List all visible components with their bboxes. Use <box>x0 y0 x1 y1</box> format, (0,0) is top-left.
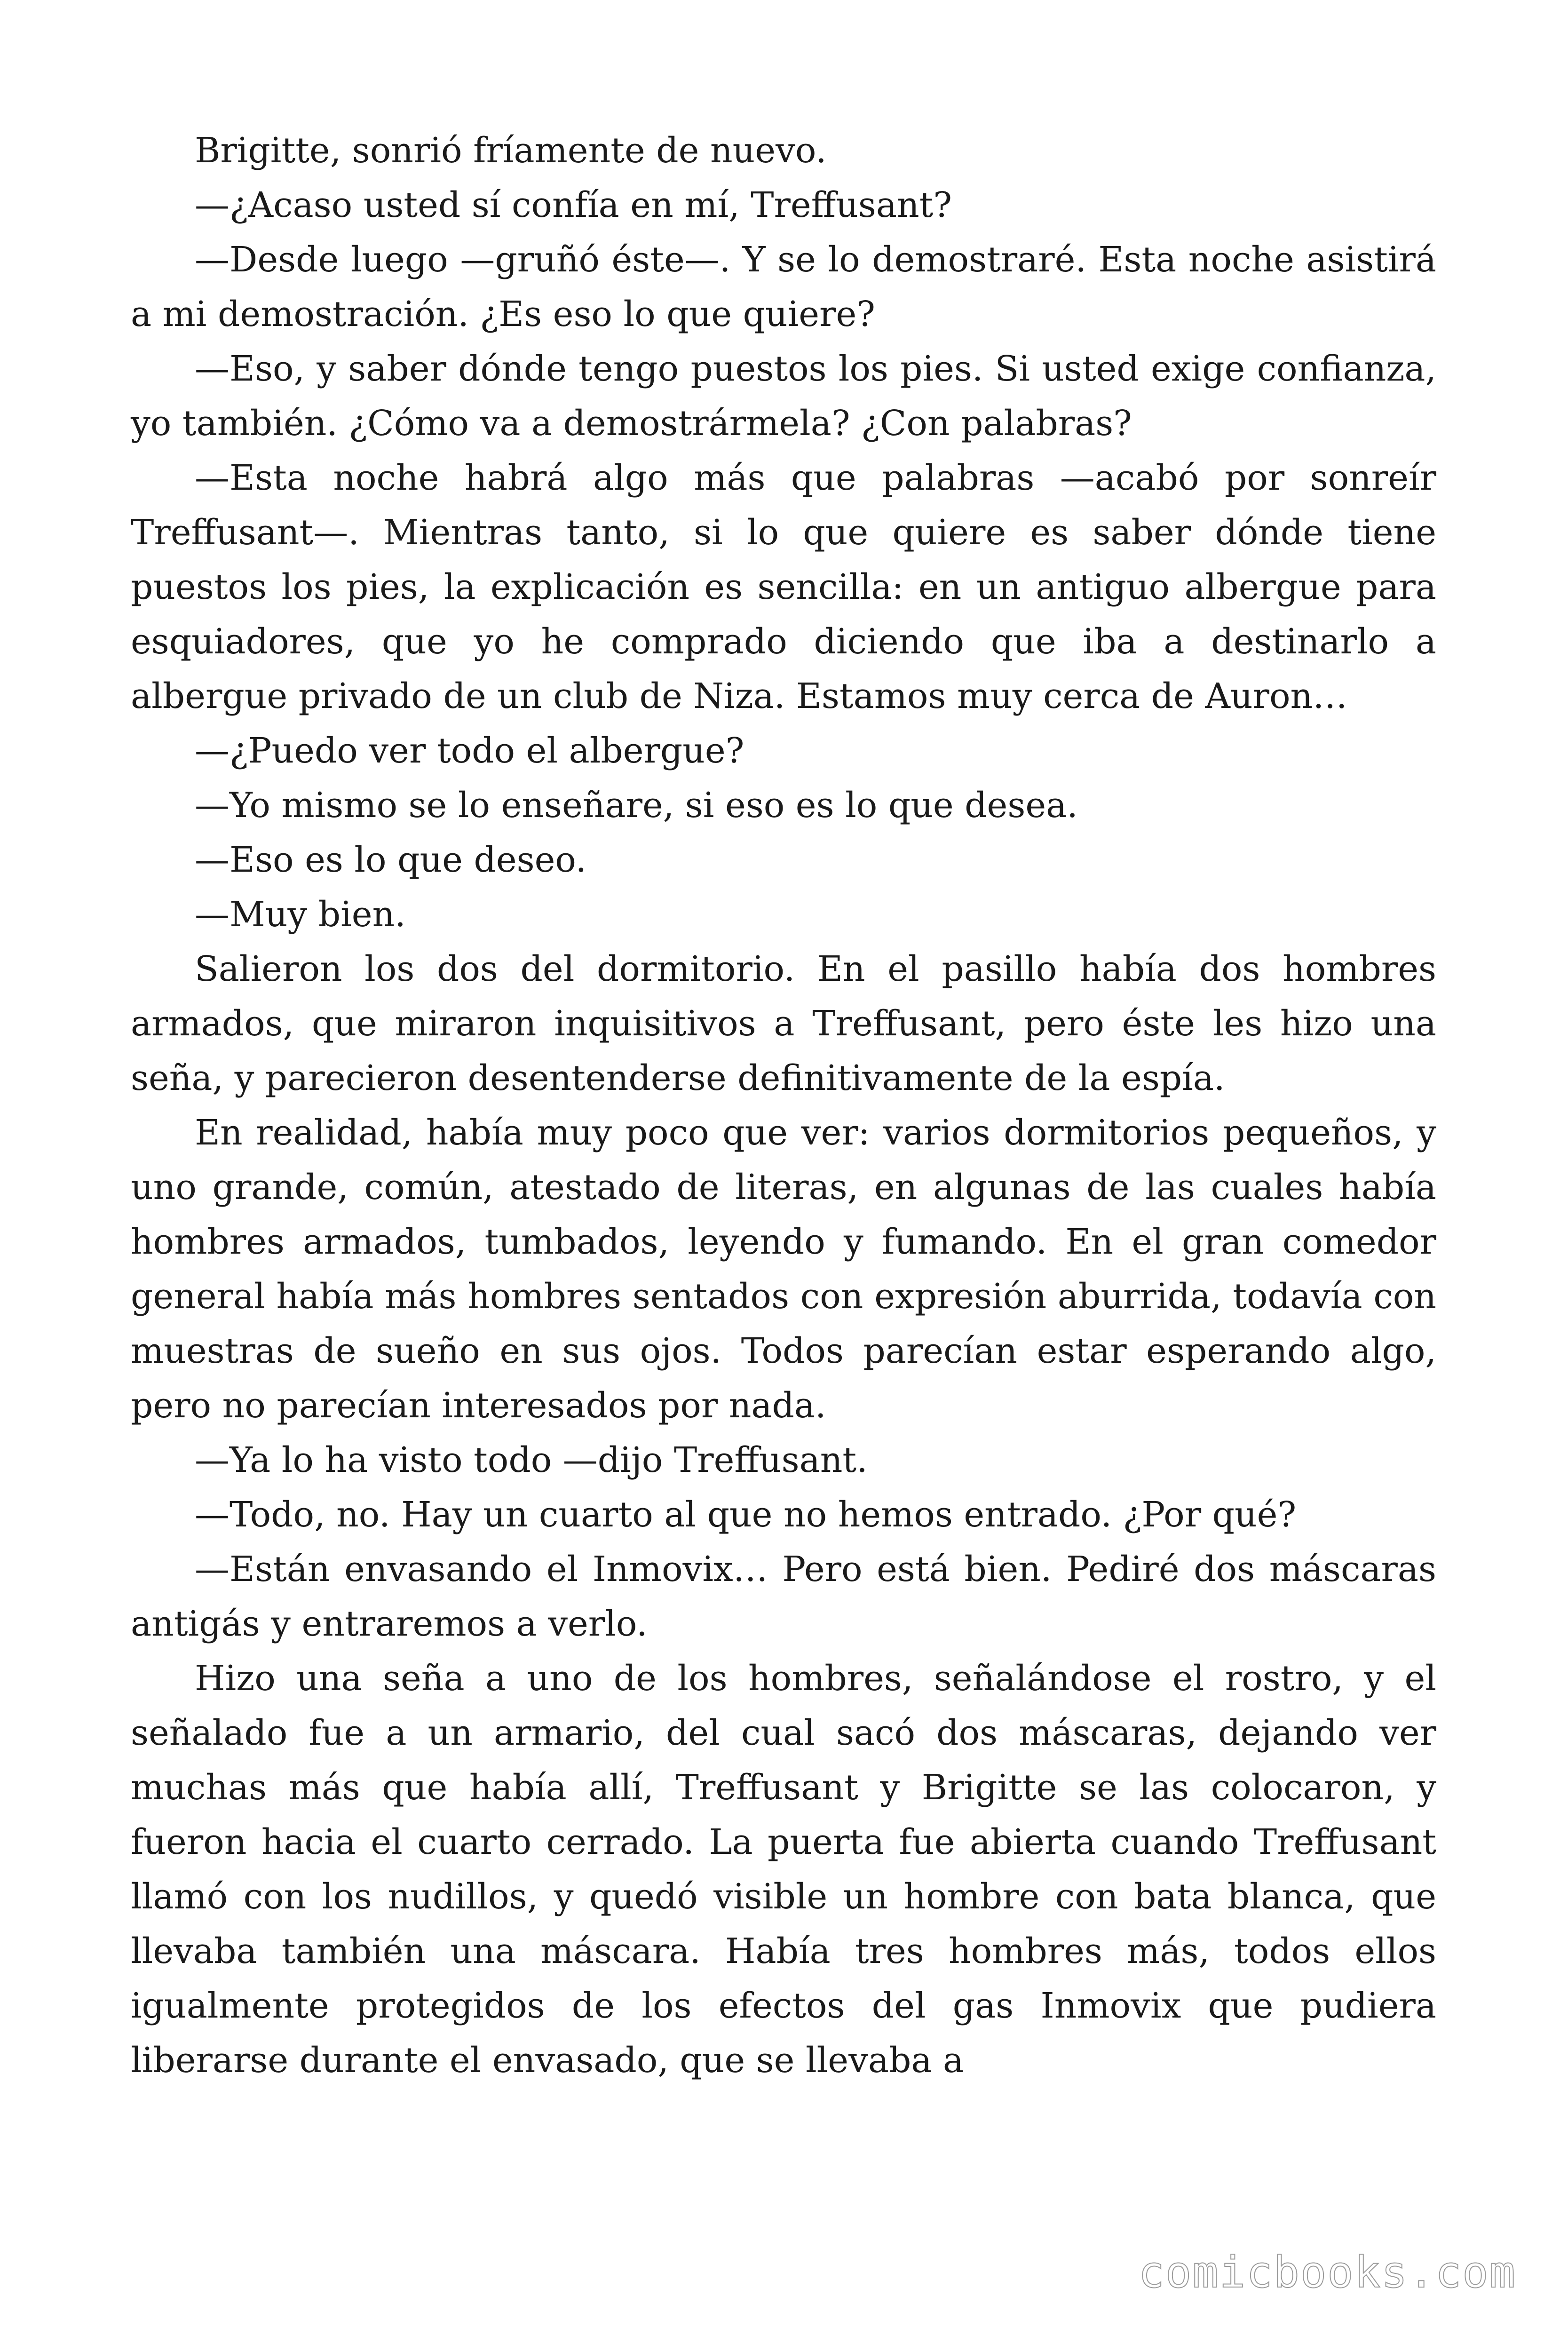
paragraph: Salieron los dos del dormitorio. En el pasillo había dos hombres armados, que miraron inquisitivos a Treffusant, pero éste les hizo una seña, y parecieron desentenderse definitivamente de la espía. <box>131 949 1436 1098</box>
paragraph: En realidad, había muy poco que ver: varios dormitorios pequeños, y uno grande, común, atestado de literas, en algunas de las cuales había hombres armados, tumbados, leyendo y fumando. En el gran comedor general había más hombres sentados con expresión aburrida, todavía con muestras de sueño en sus ojos. Todos parecían estar esperando algo, pero no parecían interesados por nada. <box>131 1112 1436 1426</box>
paragraph: —Muy bien. <box>195 894 406 935</box>
body-text <box>131 123 1436 2088</box>
paragraph: —Eso, y saber dónde tengo puestos los pies. Si usted exige confianza, yo también. ¿Cómo va a demostrármela? ¿Con palabras? <box>131 349 1436 444</box>
watermark: comicbooks.com <box>1138 2247 1516 2297</box>
paragraph: Hizo una seña a uno de los hombres, señalándose el rostro, y el señalado fue a un armario, del cual sacó dos máscaras, dejando ver muchas más que había allí, Treffusant y Brigitte se las colocaron, y fueron hacia el cuarto cerrado. La puerta fue abierta cuando Treffusant llamó con los nudillos, y quedó visible un hombre con bata blanca, que llevaba también una máscara. Había tres hombres más, todos ellos igualmente protegidos de los efectos del gas Inmovix que pudiera liberarse durante el envasado, que se llevaba a <box>131 1658 1436 2081</box>
paragraph: —Esta noche habrá algo más que palabras —acabó por sonreír Treffusant—. Mientras tanto, si lo que quiere es saber dónde tiene puestos los pies, la explicación es sencilla: en un antiguo albergue para esquiadores, que yo he comprado diciendo que iba a destinarlo a albergue privado de un club de Niza. Estamos muy cerca de Auron… <box>131 458 1436 716</box>
paragraph: —Todo, no. Hay un cuarto al que no hemos entrado. ¿Por qué? <box>195 1494 1297 1535</box>
paragraph: —Desde luego —gruñó éste—. Y se lo demostraré. Esta noche asistirá a mi demostración. ¿Es eso lo que quiere? <box>131 239 1436 334</box>
paragraph: —¿Acaso usted sí confía en mí, Treffusant? <box>195 185 952 225</box>
paragraph: —Eso es lo que deseo. <box>195 840 587 880</box>
paragraph: —Ya lo ha visto todo —dijo Treffusant. <box>195 1440 868 1480</box>
paragraph: —Están envasando el Inmovix… Pero está bien. Pediré dos máscaras antigás y entraremos a verlo. <box>131 1549 1436 1644</box>
paragraph: Brigitte, sonrió fríamente de nuevo. <box>195 130 827 171</box>
paragraph: —Yo mismo se lo enseñare, si eso es lo que desea. <box>195 785 1078 826</box>
paragraph: —¿Puedo ver todo el albergue? <box>195 731 744 771</box>
